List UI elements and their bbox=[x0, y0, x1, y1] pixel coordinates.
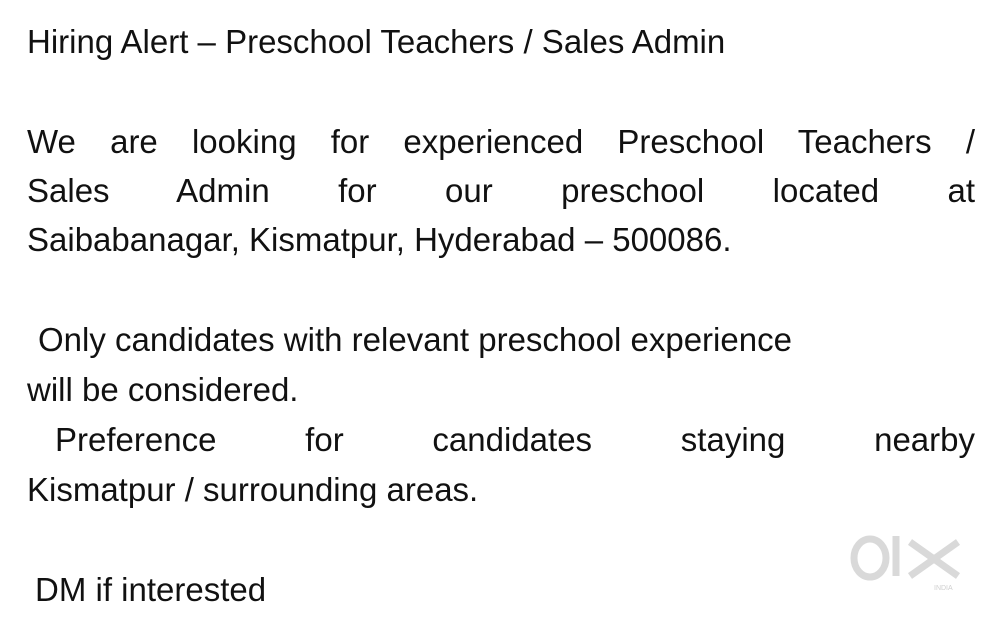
paragraph-line: Only candidates with relevant preschool experience bbox=[38, 321, 792, 358]
paragraph-line: Saibabanagar, Kismatpur, Hyderabad – 500086. bbox=[27, 221, 732, 258]
paragraph-line: Sales Admin for our preschool located at bbox=[27, 172, 975, 209]
paragraph-line: will be considered. bbox=[27, 371, 299, 408]
call-to-action: DM if interested bbox=[35, 571, 267, 608]
svg-text:INDIA: INDIA bbox=[934, 585, 953, 592]
paragraph-line: Preference for candidates staying nearby bbox=[55, 421, 975, 458]
olx-watermark-logo bbox=[848, 528, 968, 594]
paragraph-line: We are looking for experienced Preschool Teachers / bbox=[27, 123, 975, 160]
post-title: Hiring Alert – Preschool Teachers / Sales Admin bbox=[27, 23, 726, 60]
paragraph-line: Kismatpur / surrounding areas. bbox=[27, 471, 479, 508]
